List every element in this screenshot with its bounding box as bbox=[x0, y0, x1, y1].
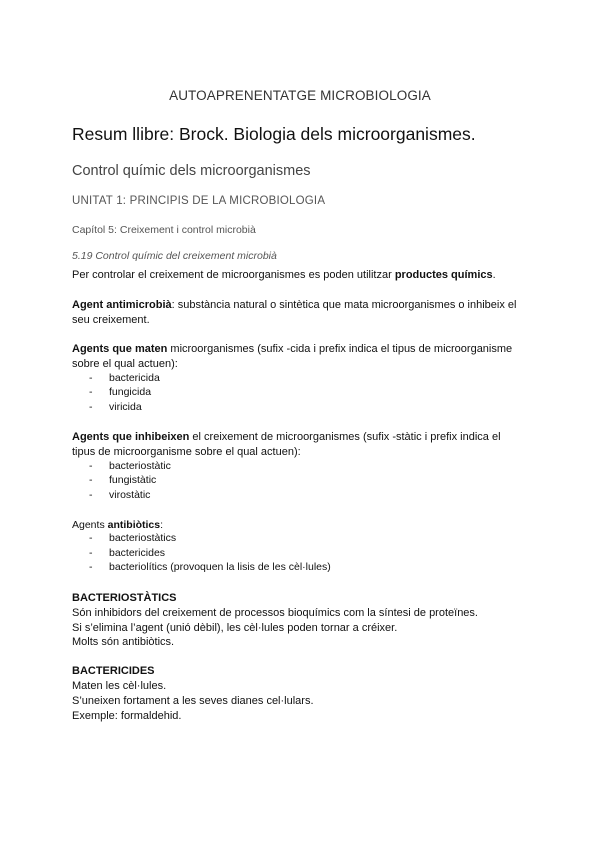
document-title: AUTOAPRENENTATGE MICROBIOLOGIA bbox=[169, 88, 431, 103]
bactericides-line: S’uneixen fortament a les seves dianes cel·lulars. bbox=[72, 695, 314, 707]
bacteriostatics-line: Si s’elimina l’agent (unió dèbil), les cèl·lules poden tornar a créixer. bbox=[72, 622, 398, 634]
topic-heading: Control químic dels microorganismes bbox=[72, 163, 311, 179]
antimicrobial-term: Agent antimicrobià bbox=[72, 299, 172, 311]
bacteriostatics-line: Són inhibidors del creixement de processos bioquímics com la síntesi de proteïnes. bbox=[72, 607, 478, 619]
antibiotics-term: antibiòtics bbox=[107, 519, 161, 531]
killers-term: Agents que maten bbox=[72, 343, 168, 355]
inhibitors-term: Agents que inhibeixen bbox=[72, 431, 190, 443]
book-summary-heading: Resum llibre: Brock. Biologia dels microorganismes. bbox=[72, 124, 476, 144]
inhibitors-line1: el creixement de microorganismes (sufix -stàtic i prefix indica el bbox=[189, 431, 501, 443]
list-item: - bactericida bbox=[89, 372, 160, 384]
inhibitors-line2: tipus de microorganisme sobre el qual actuen): bbox=[72, 445, 301, 458]
list-item: - bacteriostàtic bbox=[89, 460, 171, 472]
intro-end: . bbox=[492, 269, 496, 281]
list-item: - fungistàtic bbox=[89, 474, 157, 486]
antibiotics-paragraph bbox=[72, 518, 163, 533]
killers-line1: microorganismes (sufix -cida i prefix indica el tipus de microorganisme bbox=[167, 343, 513, 355]
intro-bold: productes químics bbox=[394, 269, 493, 281]
antimicrobial-line2: seu creixement. bbox=[72, 313, 150, 326]
killers-paragraph bbox=[72, 342, 512, 371]
antimicrobial-line1: : substància natural o sintètica que mata microorganismes o inhibeix el bbox=[171, 299, 517, 311]
section-heading: 5.19 Control químic del creixement microbià bbox=[72, 250, 277, 262]
killers-line2: sobre el qual actuen): bbox=[72, 357, 178, 370]
antibiotics-end: : bbox=[160, 519, 164, 531]
list-item: - viricida bbox=[89, 401, 142, 413]
list-item: - bacteriostàtics bbox=[89, 532, 177, 544]
unit-heading: UNITAT 1: PRINCIPIS DE LA MICROBIOLOGIA bbox=[72, 195, 326, 207]
list-item: - bacteriolítics (provoquen la lisis de les cèl·lules) bbox=[89, 561, 331, 573]
bacteriostatics-heading: BACTERIOSTÀTICS bbox=[72, 592, 177, 604]
antimicrobial-paragraph bbox=[72, 298, 516, 327]
inhibitors-paragraph bbox=[72, 430, 501, 459]
bacteriostatics-line: Molts són antibiòtics. bbox=[72, 636, 175, 648]
intro-text: Per controlar el creixement de microorganismes es poden utilitzar bbox=[72, 269, 395, 281]
list-item: - fungicida bbox=[89, 386, 152, 398]
bactericides-line: Exemple: formaldehid. bbox=[72, 710, 182, 722]
intro-paragraph bbox=[72, 268, 496, 283]
list-item: - bactericides bbox=[89, 547, 166, 559]
chapter-heading: Capítol 5: Creixement i control microbià bbox=[72, 224, 256, 236]
antibiotics-pre: Agents bbox=[72, 519, 108, 531]
bactericides-line: Maten les cèl·lules. bbox=[72, 680, 167, 692]
bactericides-heading: BACTERICIDES bbox=[72, 665, 155, 677]
list-item: - virostàtic bbox=[89, 489, 151, 501]
